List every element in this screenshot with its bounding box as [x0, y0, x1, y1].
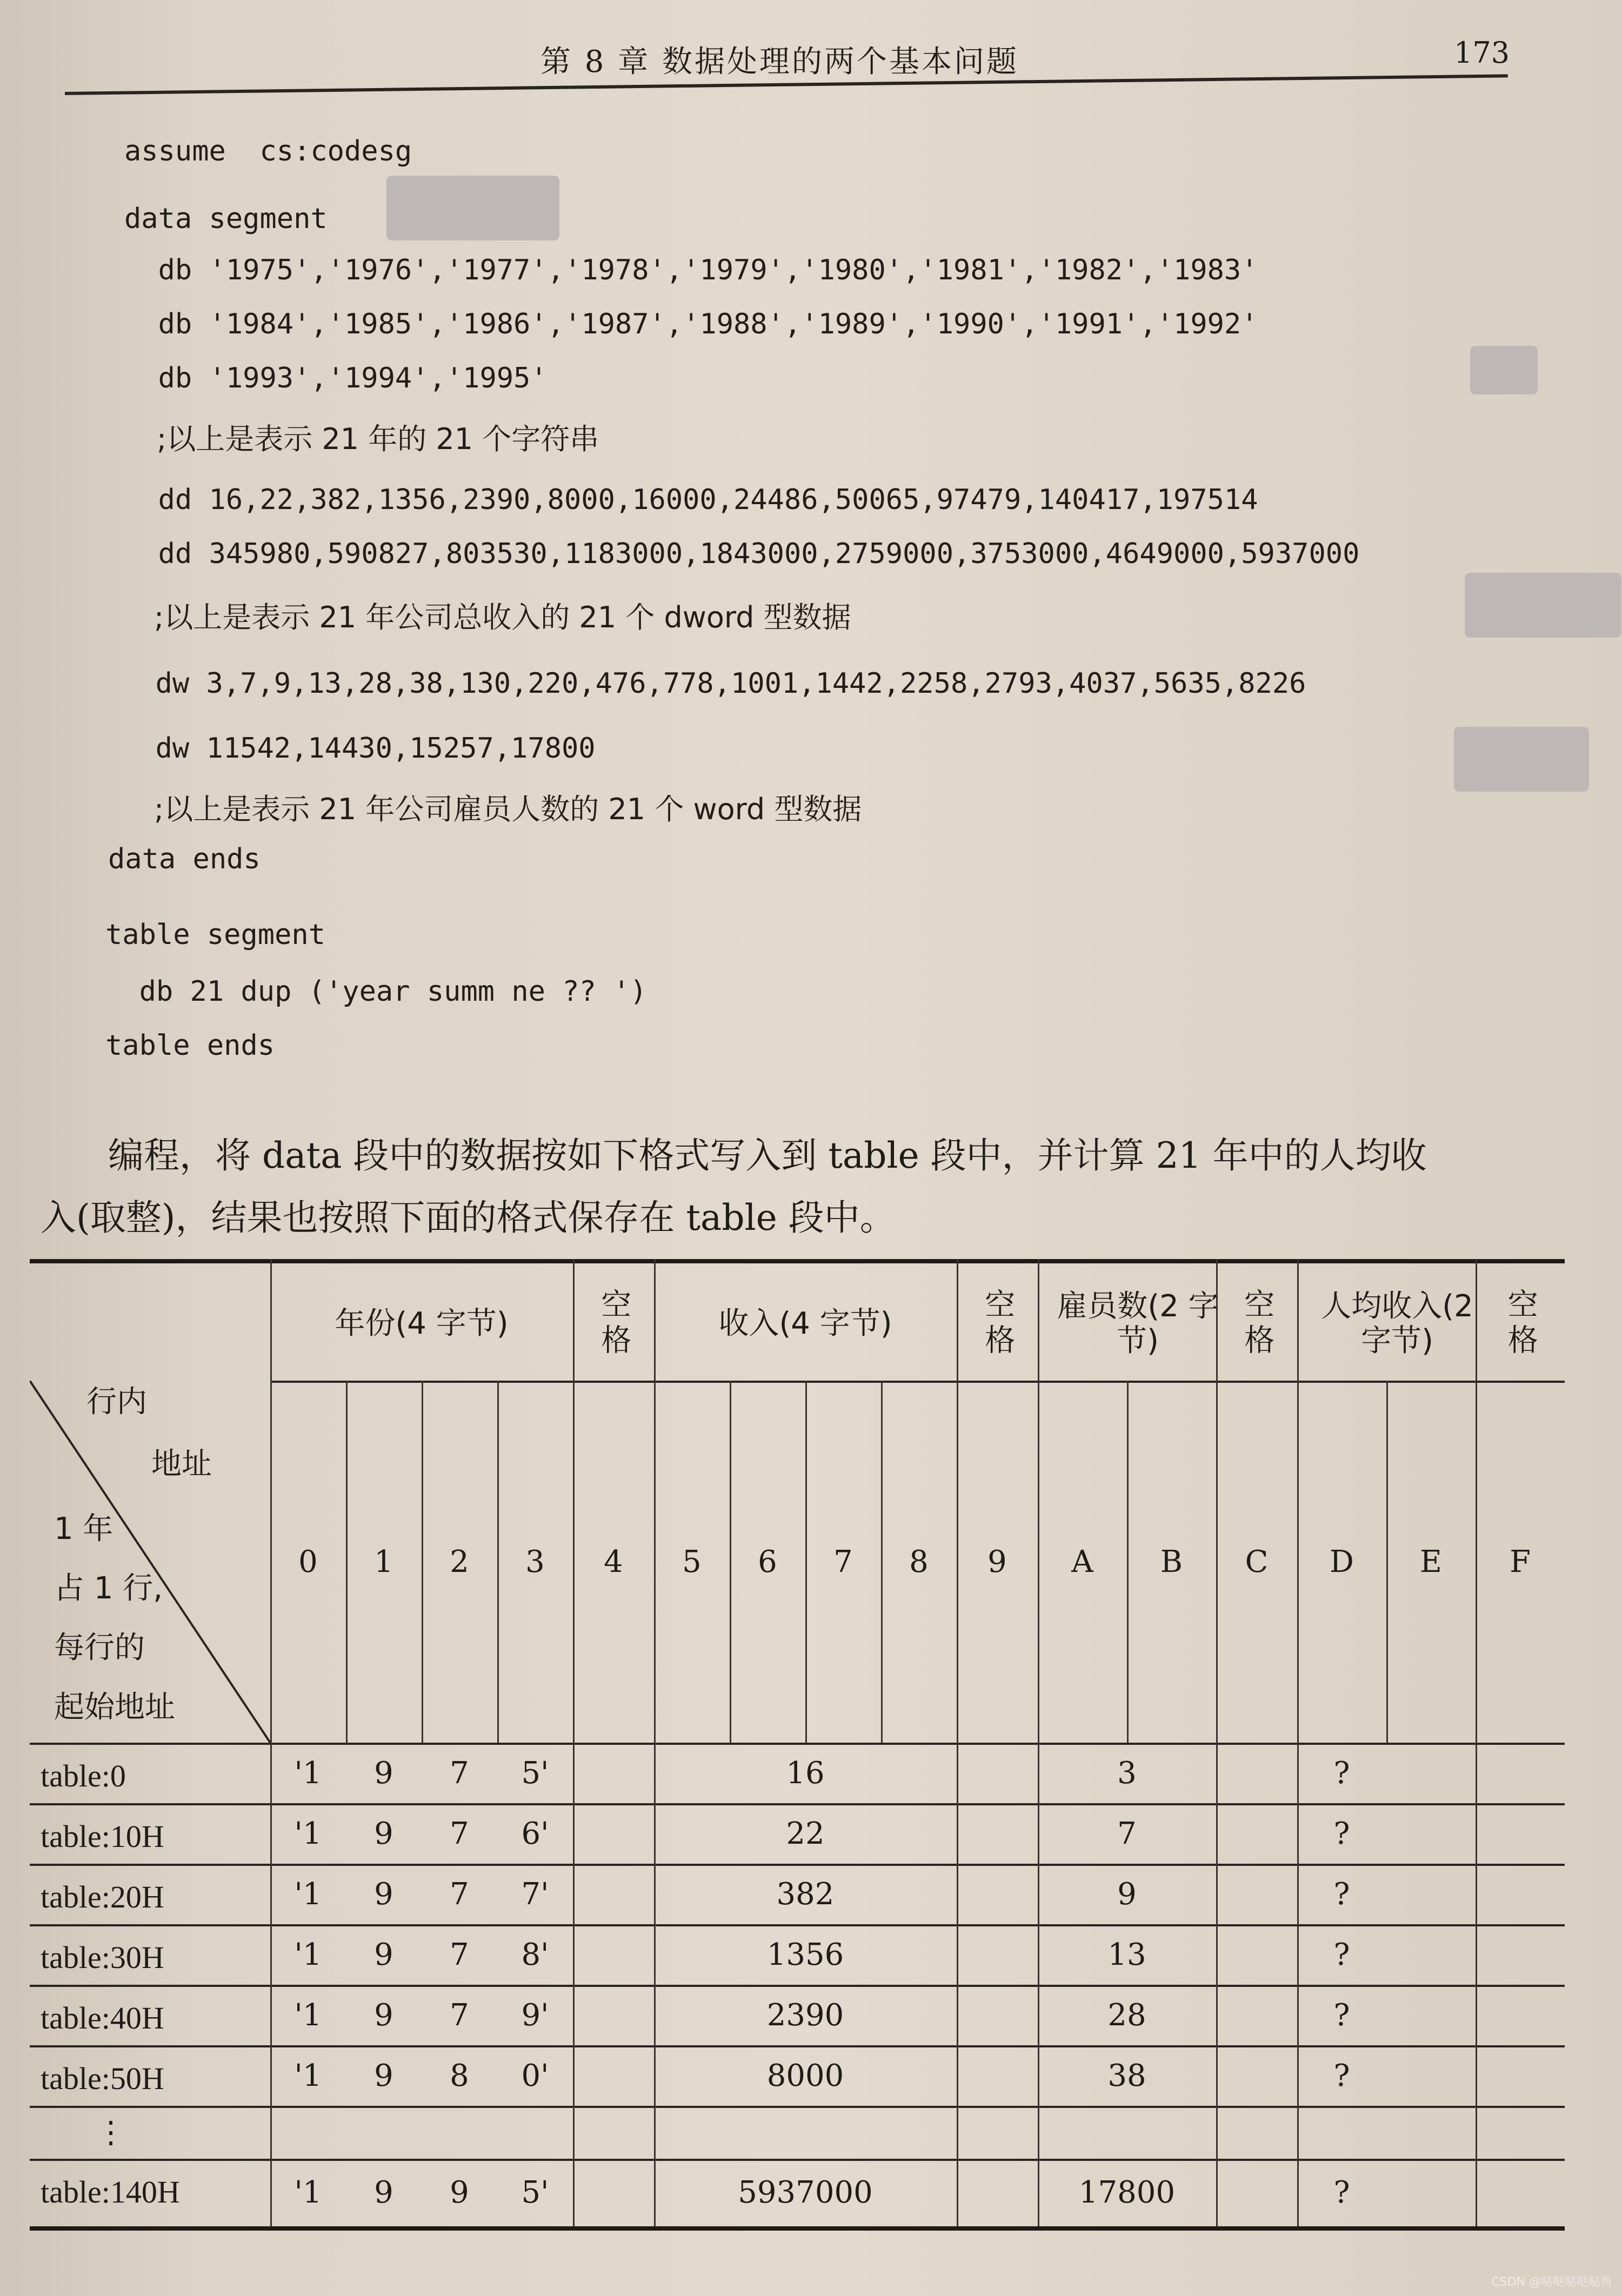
row-address: table:10H [41, 1819, 164, 1854]
column-line [957, 1743, 958, 2226]
offset-label: 8 [909, 1544, 929, 1579]
income-value: 1356 [766, 1937, 844, 1972]
code-line: dd 345980,590827,803530,1183000,1843000,2759000,3753000,4649000,5937000 [124, 538, 1360, 570]
year-byte: 6' [521, 1816, 549, 1851]
group-header: 空格 [596, 1288, 632, 1360]
group-header: 收入(4 字节) [718, 1306, 892, 1341]
offset-label: B [1160, 1544, 1183, 1579]
year-byte: 7 [450, 1755, 469, 1791]
code-line: table segment [105, 919, 325, 951]
offset-label: 0 [298, 1544, 318, 1579]
year-byte: 8' [521, 1937, 549, 1972]
year-byte: 9 [374, 1937, 393, 1972]
year-byte: '1 [294, 1997, 322, 2033]
code-comment: ;以上是表示 21 年公司总收入的 21 个 dword 型数据 [154, 600, 851, 634]
year-byte: 9 [374, 1755, 393, 1791]
year-byte: 9 [374, 1876, 393, 1912]
year-byte: 9 [374, 2058, 393, 2093]
row-address: table:0 [41, 1758, 126, 1793]
offset-label: 7 [833, 1544, 853, 1579]
row-divider [30, 2106, 1565, 2108]
offset-label: C [1245, 1544, 1269, 1579]
income-value: 22 [786, 1816, 825, 1851]
staff-value: 13 [1107, 1937, 1146, 1972]
avg-income-value: ? [1333, 1997, 1350, 2033]
code-line: db '1975','1976','1977','1978','1979','1980','1981','1982','1983' [124, 254, 1258, 286]
avg-income-value: ? [1333, 2058, 1350, 2093]
code-line: db 21 dup ('year summ ne ?? ') [105, 975, 647, 1008]
code-line: dd 16,22,382,1356,2390,8000,16000,24486,50065,97479,140417,197514 [124, 484, 1258, 516]
row-address: table:140H [41, 2174, 180, 2210]
group-header: 空格 [1503, 1288, 1538, 1360]
offset-label: 1 [374, 1544, 393, 1579]
chapter-title: 第 8 章 数据处理的两个基本问题 [540, 44, 1019, 79]
column-line [1216, 1743, 1218, 2226]
year-byte: 5' [521, 1755, 549, 1791]
income-value: 2390 [766, 1997, 844, 2033]
code-line: db '1984','1985','1986','1987','1988','1989','1990','1991','1992' [124, 308, 1258, 340]
year-byte: 5' [521, 2175, 549, 2210]
row-address: table:20H [41, 1879, 164, 1915]
income-value: 382 [776, 1876, 835, 1912]
data-layout-table [30, 1259, 1586, 2248]
offset-label: 2 [450, 1544, 469, 1579]
offset-label: 4 [604, 1544, 623, 1579]
column-line [1476, 1743, 1477, 2226]
year-byte: '1 [294, 1755, 322, 1791]
offset-label: 3 [525, 1544, 545, 1579]
group-header: 空格 [980, 1288, 1016, 1360]
corner-label: 地址 [151, 1447, 212, 1482]
watermark: CSDN @哒哒哒哒哒鱼 [1491, 2275, 1612, 2289]
redaction-box [1470, 346, 1538, 394]
staff-value: 7 [1117, 1816, 1137, 1851]
group-header: 年份(4 字节) [335, 1306, 509, 1341]
offset-label: F [1510, 1544, 1531, 1579]
year-byte: 9 [374, 1816, 393, 1851]
year-byte: 9 [450, 2175, 469, 2210]
year-byte: 7 [450, 1937, 469, 1972]
row-address: table:50H [41, 2061, 164, 2096]
ellipsis: ⋮ [96, 2114, 126, 2150]
year-byte: '1 [294, 2058, 322, 2093]
row-address: table:30H [41, 1940, 164, 1975]
income-value: 16 [786, 1755, 825, 1791]
year-byte: 7' [521, 1876, 549, 1912]
year-byte: 9 [374, 1997, 393, 2033]
staff-value: 3 [1117, 1755, 1137, 1791]
staff-value: 9 [1117, 1876, 1137, 1912]
year-byte: 7 [450, 1876, 469, 1912]
corner-label: 起始地址 [54, 1690, 175, 1725]
year-byte: '1 [294, 1937, 322, 1972]
year-byte: 9' [521, 1997, 549, 2033]
year-byte: 7 [450, 1816, 469, 1851]
offset-label: E [1420, 1544, 1442, 1579]
code-line: assume cs:codesg [124, 135, 412, 168]
row-address: table:40H [41, 2000, 164, 2036]
offset-label: 6 [758, 1544, 777, 1579]
code-comment: ;以上是表示 21 年公司雇员人数的 21 个 word 型数据 [154, 792, 862, 826]
year-byte: '1 [294, 2175, 322, 2210]
staff-value: 17800 [1078, 2175, 1176, 2210]
code-line: db '1993','1994','1995' [124, 362, 548, 394]
income-value: 8000 [766, 2058, 844, 2093]
corner-label: 每行的 [54, 1630, 145, 1665]
year-byte: 7 [450, 1997, 469, 2033]
avg-income-value: ? [1333, 1816, 1350, 1851]
corner-label: 占 1 行, [54, 1571, 163, 1606]
staff-value: 28 [1107, 1997, 1146, 2033]
avg-income-value: ? [1333, 1937, 1350, 1972]
year-byte: '1 [294, 1816, 322, 1851]
paragraph-line: 入(取整)，结果也按照下面的格式保存在 table 段中。 [41, 1197, 896, 1239]
paragraph-line: 编程，将 data 段中的数据按如下格式写入到 table 段中，并计算 21 年中的人均收 [108, 1135, 1427, 1176]
code-line: dw 3,7,9,13,28,38,130,220,476,778,1001,1442,2258,2793,4037,5635,8226 [122, 667, 1306, 700]
group-header: 雇员数(2 字节) [1057, 1288, 1219, 1358]
corner-label: 1 年 [54, 1511, 114, 1547]
redaction-box [386, 176, 559, 240]
redaction-box [1454, 727, 1589, 792]
group-header: 人均收入(2 字节) [1321, 1288, 1473, 1358]
avg-income-value: ? [1333, 2175, 1350, 2210]
page-number: 173 [1454, 36, 1510, 70]
year-byte: 9 [374, 2175, 393, 2210]
year-byte: '1 [294, 1876, 322, 1912]
corner-label: 行内 [86, 1384, 147, 1420]
table-bottom-rule [30, 2226, 1565, 2231]
code-line: table ends [105, 1029, 275, 1062]
column-line [573, 1743, 575, 2226]
redaction-box [1465, 573, 1621, 638]
group-header: 空格 [1239, 1288, 1275, 1360]
code-line: data segment [124, 203, 328, 235]
offset-label: 5 [682, 1544, 702, 1579]
code-comment: ;以上是表示 21 年的 21 个字符串 [157, 422, 599, 456]
avg-income-value: ? [1333, 1876, 1350, 1912]
offset-label: A [1071, 1544, 1093, 1579]
code-line: dw 11542,14430,15257,17800 [122, 732, 596, 765]
year-byte: 8 [450, 2058, 469, 2093]
year-byte: 0' [521, 2058, 549, 2093]
offset-label: 9 [987, 1544, 1007, 1579]
offset-label: D [1330, 1544, 1354, 1579]
income-value: 5937000 [738, 2175, 873, 2210]
avg-income-value: ? [1333, 1755, 1350, 1791]
staff-value: 38 [1107, 2058, 1146, 2093]
table-top-rule [30, 1259, 1565, 1263]
code-line: data ends [108, 843, 261, 875]
